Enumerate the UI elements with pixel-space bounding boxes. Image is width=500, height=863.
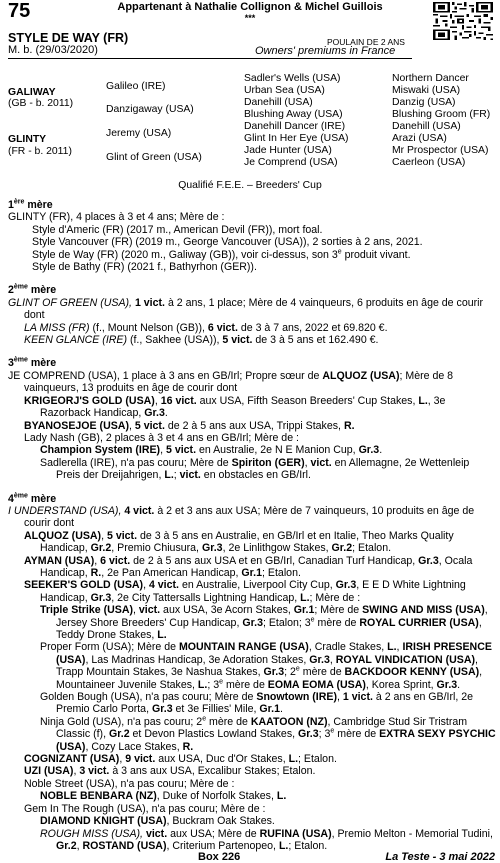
pedigree-gen3: Urban Sea (USA) xyxy=(244,85,325,96)
horse-name: STYLE DE WAY (FR) xyxy=(8,31,129,45)
section-heading: 3ème mère xyxy=(8,356,57,370)
pedigree-gen4: Blushing Groom (FR) xyxy=(392,109,491,120)
pedigree-gen4: Caerleon (USA) xyxy=(392,157,466,168)
pedigree-gen4: Danehill (USA) xyxy=(392,121,461,132)
pedigree-gen3: Danehill (USA) xyxy=(244,97,313,108)
pedigree-entry: Proper Form (USA); Mère de MOUNTAIN RANGE (USA), Cradle Stakes, L., IRISH PRESENCE (USA), Las Madrinas Handicap, 3e Adoration Stakes, Gr.3, ROYAL VINDICATION (USA), Trapp Mountain Stakes, 3e Nashua Stakes, Gr.3; 2e mère de BACKDOOR KENNY (USA), Mountaineer Juvenile Stakes, L.; 3e mère de EOMA EOMA (USA), Korea Sprint, Gr.3. xyxy=(40,641,492,691)
pedigree-entry: SEEKER'S GOLD (USA), 4 vict. en Australie, Liverpool City Cup, Gr.3, E E D White Lightning Handicap, Gr.3, 2e City Tattersalls Lightning Handicap, L.; Mère de : xyxy=(24,579,466,604)
pedigree-gen2: Danzigaway (USA) xyxy=(106,104,194,115)
section-heading: 2ème mère xyxy=(8,283,57,297)
pedigree-entry: NOBLE BENBARA (NZ), Duke of Norfolk Stakes, L. xyxy=(40,790,287,803)
pedigree-entry: JE COMPREND (USA), 1 place à 3 ans en GB/Irl; Propre sœur de ALQUOZ (USA); Mère de 8 vainqueurs, 13 produits en âge de courir dont xyxy=(8,369,454,395)
header-divider xyxy=(8,58,412,59)
pedigree-entry: Golden Bough (USA), n'a pas couru; Mère de Snowtown (IRE), 1 vict. à 2 ans en GB/Irl, 2e Premio Carlo Porta, Gr.3 et 3e Fillies' Mile, Gr.1. xyxy=(40,691,474,716)
page-footer xyxy=(0,852,500,863)
pedigree-entry: Sadlerella (IRE), n'a pas couru; Mère de Spiriton (GER), vict. en Allemagne, 2e Wettenleip Preis der Dreijahrigen, L.; vict. en obstacles en GB/Irl. xyxy=(40,456,470,482)
qr-code-icon[interactable] xyxy=(433,2,493,40)
pedigree-gen4: Mr Prospector (USA) xyxy=(392,145,489,156)
pedigree-entry: COGNIZANT (USA), 9 vict. aux USA, Duc d'Or Stakes, L.; Etalon. xyxy=(24,753,337,766)
box-number: Box 226 xyxy=(198,851,241,863)
lot-number: 75 xyxy=(8,0,31,22)
dam-info: (FR - b. 2011) xyxy=(8,146,72,157)
pedigree-entry: I UNDERSTAND (USA), 4 vict. à 2 et 3 ans aux USA; Mère de 7 vainqueurs, 10 produits en âge de courir dont xyxy=(8,504,475,530)
pedigree-entry: BYANOSEJOE (USA), 5 vict. de 2 à 5 ans aux USA, Trippi Stakes, R. xyxy=(24,419,355,432)
sire-info: (GB - b. 2011) xyxy=(8,98,74,109)
pedigree-gen3: Jade Hunter (USA) xyxy=(244,145,332,156)
pedigree-gen3: Blushing Away (USA) xyxy=(244,109,343,120)
pedigree-gen3: Je Comprend (USA) xyxy=(244,157,338,168)
category-label: POULAIN DE 2 ANS xyxy=(327,37,405,47)
pedigree-entry: Style d'Americ (FR) (2017 m., American Devil (FR)), mort foal. xyxy=(32,223,323,236)
pedigree-gen3: Danehill Dancer (IRE) xyxy=(244,121,346,132)
pedigree-gen3: Glint In Her Eye (USA) xyxy=(244,133,349,144)
pedigree-entry: Champion System (IRE), 5 vict. en Australie, 2e N E Manion Cup, Gr.3. xyxy=(40,444,383,457)
owner-line: Appartenant à Nathalie Collignon & Michel Guillois xyxy=(117,1,383,13)
pedigree-entry: ALQUOZ (USA), 5 vict. de 3 à 5 ans en Australie, en GB/Irl et en Italie, Theo Marks Quality Handicap, Gr.2, Premio Chiusura, Gr.3, 2e Linlithgow Stakes, Gr.2; Etalon. xyxy=(24,529,454,555)
pedigree-entry: Style Vancouver (FR) (2019 m., George Vancouver (USA)), 2 sorties à 2 ans, 2021. xyxy=(32,236,423,249)
pedigree-entry: LA MISS (FR) (f., Mount Nelson (GB)), 6 vict. de 3 à 7 ans, 2022 et 69.820 €. xyxy=(24,321,388,334)
spacer xyxy=(8,273,496,281)
spacer xyxy=(8,346,496,354)
pedigree-entry: GLINTY (FR), 4 places à 3 et 4 ans; Mère de : xyxy=(8,211,225,224)
pedigree-entry: AYMAN (USA), 6 vict. de 2 à 5 ans aux USA et en GB/Irl, Canadian Turf Handicap, Gr.3, Ocala Handicap, R., 2e Pan American Handicap, Gr.1; Etalon. xyxy=(24,554,473,579)
horse-info: M. b. (29/03/2020) xyxy=(8,44,98,56)
pedigree-entry: KRIGEORJ'S GOLD (USA), 16 vict. aux USA, Fifth Season Breeders' Cup Stakes, L., 3e Razorback Handicap, Gr.3. xyxy=(24,394,446,420)
pedigree-gen4: Miswaki (USA) xyxy=(392,85,461,96)
pedigree-gen3: Sadler's Wells (USA) xyxy=(244,73,341,84)
maternal-line xyxy=(8,196,496,852)
stars: *** xyxy=(244,13,256,23)
pedigree-gen4: Northern Dancer xyxy=(392,73,469,84)
pedigree-entry: DIAMOND KNIGHT (USA), Buckram Oak Stakes. xyxy=(40,815,275,828)
sire-name: GALIWAY xyxy=(8,87,56,98)
qualification-line: Qualifié F.E.E. – Breeders' Cup xyxy=(178,180,322,191)
pedigree-entry: UZI (USA), 3 vict. à 3 ans aux USA, Excalibur Stakes; Etalon. xyxy=(24,765,316,778)
pedigree-entry: KEEN GLANCE (IRE) (f., Sakhee (USA)), 5 vict. de 3 à 5 ans et 162.490 €. xyxy=(24,334,379,347)
pedigree-entry: GLINT OF GREEN (USA), 1 vict. à 2 ans, 1 place; Mère de 4 vainqueurs, 6 produits en âge de courir dont xyxy=(8,296,484,322)
spacer xyxy=(8,482,496,490)
pedigree-entry: Triple Strike (USA), vict. aux USA, 3e Acorn Stakes, Gr.1; Mère de SWING AND MISS (USA), Jersey Shore Breeders' Cup Handicap, Gr.3; Etalon; 3e mère de ROYAL CURRIER (USA), Teddy Drone Stakes, L. xyxy=(40,604,488,641)
pedigree-gen2: Glint of Green (USA) xyxy=(106,152,202,163)
pedigree-entry: Lady Nash (GB), 2 places à 3 et 4 ans en GB/Irl; Mère de : xyxy=(24,431,299,444)
pedigree-entry: Style de Way (FR) (2020 m., Galiway (GB)), voir ci-dessus, son 3e produit vivant. xyxy=(32,248,411,261)
sale-place-date: La Teste - 3 mai 2022 xyxy=(385,851,495,863)
pedigree-gen2: Jeremy (USA) xyxy=(106,128,172,139)
pedigree-gen4: Arazi (USA) xyxy=(392,133,447,144)
pedigree-gen4: Danzig (USA) xyxy=(392,97,456,108)
section-heading: 4ème mère xyxy=(8,492,57,505)
section-heading: 1ère mère xyxy=(8,198,53,211)
dam-name: GLINTY xyxy=(8,134,47,145)
premiums-label: Owners' premiums in France xyxy=(255,45,396,57)
pedigree-entry: Noble Street (USA), n'a pas couru; Mère de : xyxy=(24,777,235,790)
pedigree-entry: Gem In The Rough (USA), n'a pas couru; Mère de : xyxy=(24,802,266,815)
pedigree-entry: ROUGH MISS (USA), vict. aux USA; Mère de RUFINA (USA), Premio Melton - Memorial Tudini, Gr.2, ROSTAND (USA), Criterium Partenopeo, L.; Etalon. xyxy=(40,827,493,852)
pedigree-gen2: Galileo (IRE) xyxy=(106,81,166,92)
pedigree-entry: Style de Bathy (FR) (2021 f., Bathyrhon (GER)). xyxy=(32,261,257,274)
pedigree-entry: Ninja Gold (USA), n'a pas couru; 2e mère de KAATOON (NZ), Cambridge Stud Sir Tristram Classic (f), Gr.2 et Devon Plastics Lowland Stakes, Gr.3; 3e mère de EXTRA SEXY PSYCHIC (USA), Cozy Lace Stakes, R. xyxy=(40,715,496,753)
